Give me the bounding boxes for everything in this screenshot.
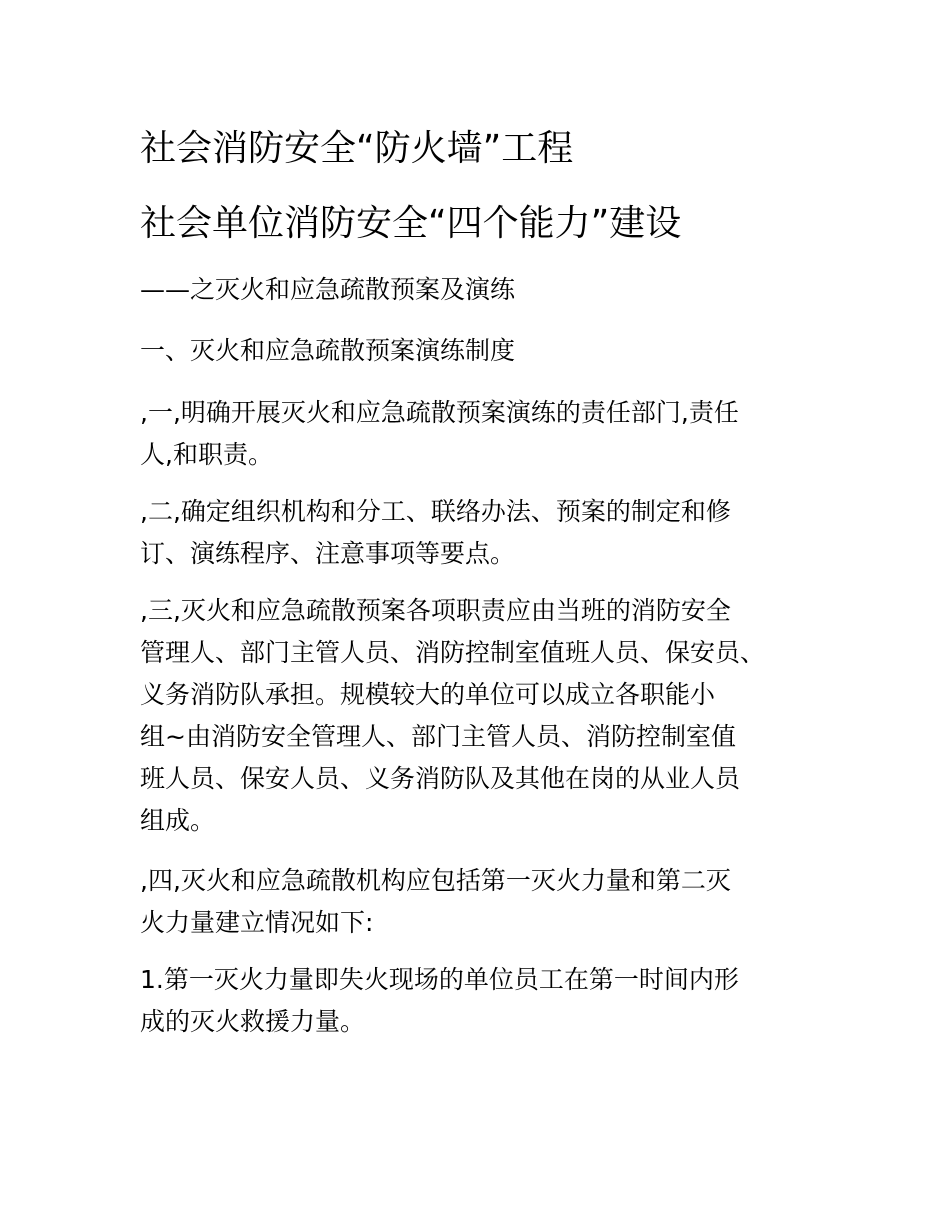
paragraph-4 [140, 860, 830, 944]
document-title-secondary: 社会单位消防安全“四个能力”建设 [140, 203, 682, 244]
paragraph-line: ,一,明确开展灭火和应急疏散预案演练的责任部门,责任 [140, 398, 739, 427]
paragraph-line: ,四,灭火和应急疏散机构应包括第一灭火力量和第二灭 [140, 866, 731, 895]
paragraph-line: ,二,确定组织机构和分工、联络办法、预案的制定和修 [140, 497, 731, 526]
paragraph-line: 义务消防队承担。规模较大的单位可以成立各职能小 [140, 680, 716, 709]
paragraph-3 [140, 590, 830, 842]
document-subtitle: ——之灭火和应急疏散预案及演练 [140, 275, 516, 304]
paragraph-line: 人,和职责。 [140, 440, 273, 469]
section-heading: 一、灭火和应急疏散预案演练制度 [140, 336, 516, 365]
paragraph-line: ,三,灭火和应急疏散预案各项职责应由当班的消防安全 [140, 596, 731, 625]
paragraph-line: 管理人、部门主管人员、消防控制室值班人员、保安员、 [140, 638, 766, 667]
paragraph-line: 火力量建立情况如下: [140, 908, 374, 937]
paragraph-line: 订、演练程序、注意事项等要点。 [140, 539, 516, 568]
paragraph-1 [140, 392, 830, 476]
paragraph-5 [140, 959, 830, 1043]
document-title: 社会消防安全“防火墙”工程 [140, 128, 574, 169]
paragraph-line: 1.第一灭火力量即失火现场的单位员工在第一时间内形 [140, 965, 739, 994]
paragraph-line: 班人员、保安人员、义务消防队及其他在岗的从业人员 [140, 764, 741, 793]
paragraph-line: 组成。 [140, 806, 216, 835]
paragraph-line: 组~由消防安全管理人、部门主管人员、消防控制室值 [140, 722, 736, 751]
paragraph-line: 成的灭火救援力量。 [140, 1007, 366, 1036]
paragraph-2 [140, 491, 830, 575]
